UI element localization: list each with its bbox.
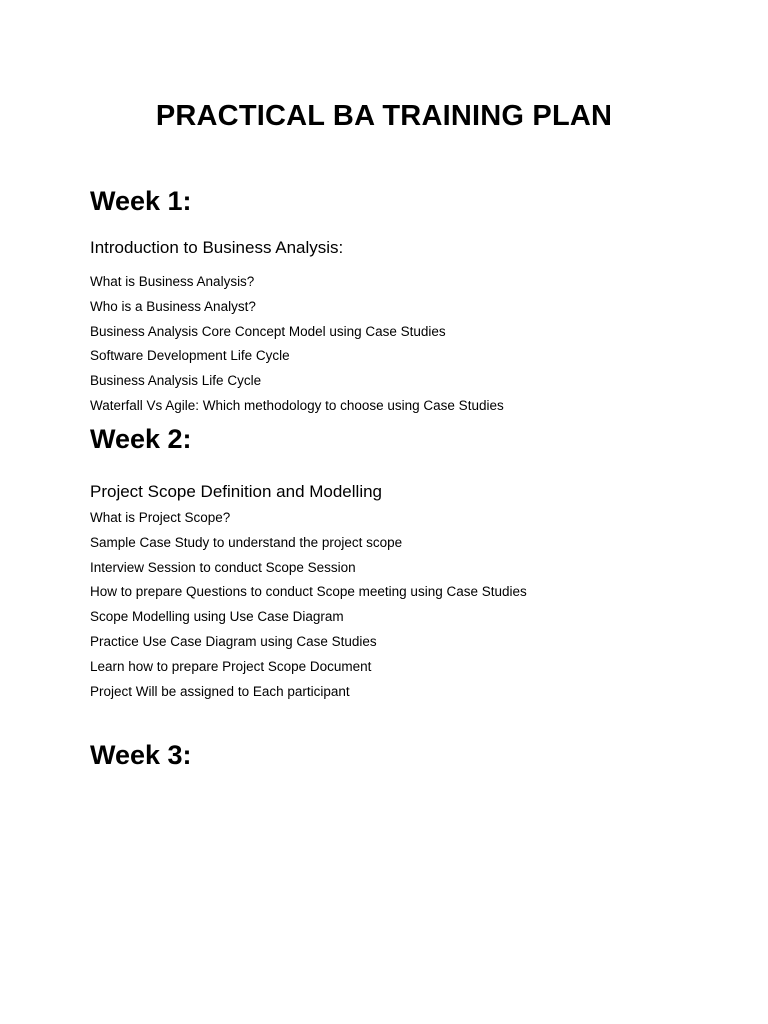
list-item: Sample Case Study to understand the project scope <box>90 534 403 550</box>
page-title: PRACTICAL BA TRAINING PLAN <box>155 100 613 132</box>
week-1-topic-list <box>90 270 504 419</box>
list-item: What is Project Scope? <box>90 510 231 525</box>
list-item: Scope Modelling using Use Case Diagram <box>90 609 344 625</box>
list-item: Practice Use Case Diagram using Case Studies <box>90 633 377 649</box>
list-item: How to prepare Questions to conduct Scope meeting using Case Studies <box>90 584 527 600</box>
list-item: Business Analysis Life Cycle <box>90 373 262 389</box>
list-item: Business Analysis Core Concept Model using Case Studies <box>90 323 446 339</box>
week-1-heading: Week 1: <box>90 186 192 216</box>
list-item: Who is a Business Analyst? <box>90 298 256 314</box>
week-2-heading: Week 2: <box>90 424 192 454</box>
list-item: Waterfall Vs Agile: Which methodology to choose using Case Studies <box>90 397 504 413</box>
week-2-topic-list <box>90 506 527 704</box>
list-item: Project Will be assigned to Each participant <box>90 683 350 699</box>
week-2-section-heading: Project Scope Definition and Modelling <box>90 482 383 501</box>
week-3-heading: Week 3: <box>90 740 192 770</box>
list-item: Learn how to prepare Project Scope Document <box>90 658 372 674</box>
list-item: Software Development Life Cycle <box>90 348 290 364</box>
list-item: What is Business Analysis? <box>90 274 255 289</box>
list-item: Interview Session to conduct Scope Session <box>90 559 356 575</box>
week-1-section-heading: Introduction to Business Analysis: <box>90 238 344 257</box>
